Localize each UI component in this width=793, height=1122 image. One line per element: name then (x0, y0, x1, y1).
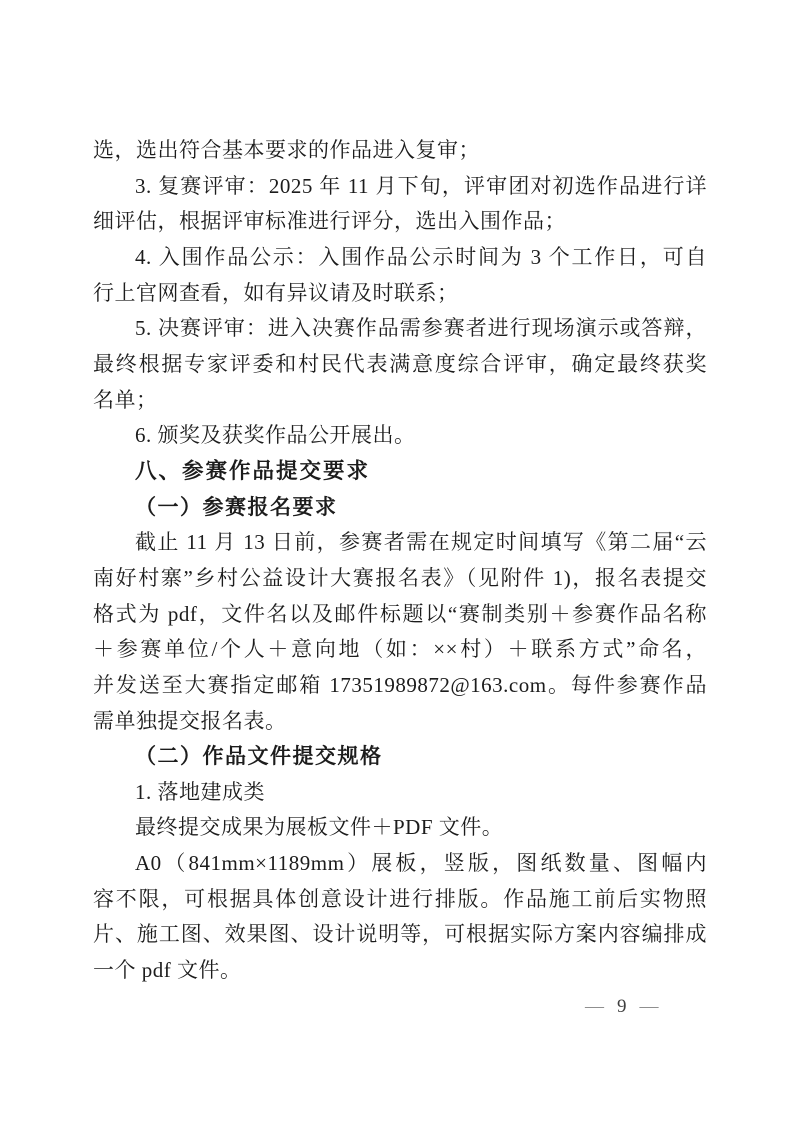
text-line: A0（841mm×1189mm）展板，竖版，图纸数量、图幅内 (135, 851, 707, 876)
text-line: 一个 pdf 文件。 (93, 958, 242, 983)
subsection-heading: （一）参赛报名要求 (135, 494, 338, 519)
text-line: 最终根据专家评委和村民代表满意度综合评审，确定最终获奖 (93, 351, 707, 376)
text-line: 行上官网查看，如有异议请及时联系； (93, 280, 459, 305)
section-heading: 八、参赛作品提交要求 (135, 458, 371, 483)
text-line: 6. 颁奖及获奖作品公开展出。 (135, 423, 416, 448)
text-line: 片、施工图、效果图、设计说明等，可根据实际方案内容编排成 (93, 922, 707, 947)
footer-dash-right: — (639, 996, 659, 1017)
text-line: 3. 复赛评审：2025 年 11 月下旬，评审团对初选作品进行详 (135, 173, 707, 198)
text-line: 1. 落地建成类 (135, 779, 265, 804)
text-line: 格式为 pdf，文件名以及邮件标题以“赛制类别＋参赛作品名称 (93, 601, 707, 626)
footer-dash-left: — (585, 996, 604, 1017)
text-line: 并发送至大赛指定邮箱 17351989872@163.com。每件参赛作品 (93, 672, 707, 697)
text-line: 选，选出符合基本要求的作品进入复审； (93, 138, 480, 162)
text-line: 细评估，根据评审标准进行评分，选出入围作品； (93, 209, 566, 234)
text-line: 截止 11 月 13 日前，参赛者需在规定时间填写《第二届“云 (135, 530, 707, 555)
page-number: 9 (617, 996, 627, 1017)
text-line: 容不限，可根据具体创意设计进行排版。作品施工前后实物照 (93, 886, 707, 911)
subsection-heading: （二）作品文件提交规格 (135, 744, 383, 769)
text-line: 5. 决赛评审：进入决赛作品需参赛者进行现场演示或答辩， (135, 316, 707, 341)
text-line: 最终提交成果为展板文件＋PDF 文件。 (135, 815, 504, 840)
document-body (93, 133, 707, 989)
text-line: 4. 入围作品公示：入围作品公示时间为 3 个工作日，可自 (135, 244, 707, 269)
text-line: ＋参赛单位/个人＋意向地（如：××村）＋联系方式”命名， (93, 637, 707, 662)
text-line: 南好村寨”乡村公益设计大赛报名表》（见附件 1)，报名表提交 (93, 565, 707, 590)
text-line: 名单； (93, 387, 158, 412)
page-number-footer (585, 996, 659, 1018)
text-line: 需单独提交报名表。 (93, 708, 287, 733)
